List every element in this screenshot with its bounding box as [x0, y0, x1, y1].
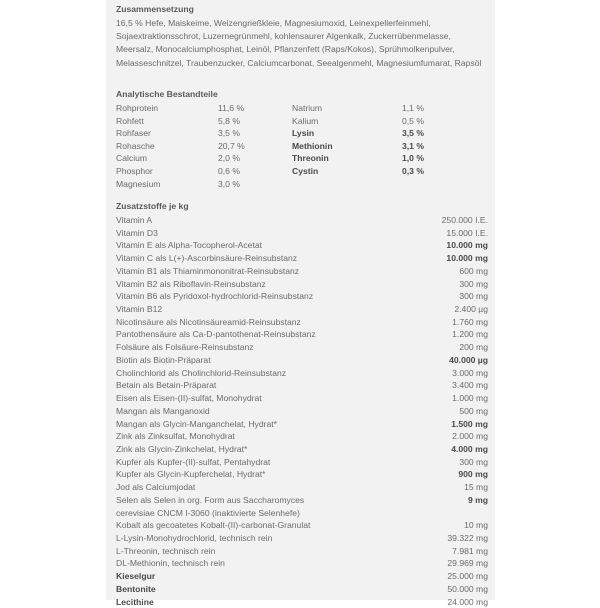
analytical-label: Methionin [292, 140, 333, 151]
additive-row: Kupfer als Glycin-Kupferchelat, Hydrat* 900 mg [116, 469, 488, 480]
additive-row: Jod als Calciumjodat 15 mg [116, 482, 488, 493]
analytical-value: 3,5 % [402, 128, 424, 139]
analytical-label: Rohfett [116, 115, 144, 126]
analytical-value: 0,3 % [402, 165, 424, 176]
analytical-label: Lysin [292, 128, 315, 139]
analytical-value: 11,6 % [218, 103, 245, 113]
additive-row: Mangan als Manganoxid 500 mg [116, 405, 488, 416]
additive-row: Kobalt als gecoatetes Kobalt-(II)-carbonat-Granulat 10 mg [116, 520, 488, 531]
additive-row: Kieselgur 25.000 mg [116, 571, 488, 582]
analytical-title: Analytische Bestandteile [116, 89, 218, 99]
analytical-label: Rohfaser [116, 128, 151, 139]
additive-row: DL-Methionin, technisch rein 29.969 mg [116, 558, 488, 569]
additive-row: Betain als Betain-Präparat 3.400 mg [116, 380, 488, 391]
analytical-value: 20,7 % [218, 140, 245, 151]
analytical-label: Magnesium [116, 178, 161, 189]
additive-row: Biotin als Biotin-Präparat 40.000 µg [116, 354, 488, 365]
additive-row: Nicotinsäure als Nicotinsäureamid-Reinsubstanz 1.760 mg [116, 316, 488, 327]
analytical-label: Phosphor [116, 165, 153, 176]
additive-row: Eisen als Eisen-(II)-sulfat, Monohydrat 1.000 mg [116, 393, 488, 404]
additive-row: Pantothensäure als Ca-D-pantothenat-Reinsubstanz 1.200 mg [116, 329, 488, 340]
additive-row: Cholinchlorid als Cholinchlorid-Reinsubstanz 3.000 mg [116, 367, 488, 378]
additives-table [116, 214, 488, 608]
additive-row: Vitamin B1 als Thiaminmononitrat-Reinsubstanz 600 mg [116, 265, 488, 276]
additives-title: Zusatzstoffe je kg [116, 201, 189, 211]
additive-row: Zink als Glycin-Zinkchelat, Hydrat* 4.000 mg [116, 443, 488, 454]
analytical-label: Rohprotein [116, 103, 159, 113]
analytical-value: 3,1 % [402, 140, 424, 151]
analytical-value: 2,0 % [218, 153, 240, 164]
additive-row: L-Threonin, technisch rein 7.981 mg [116, 545, 488, 556]
analytical-value: 5,8 % [218, 115, 240, 126]
analytical-label: Threonin [292, 153, 329, 164]
composition-text: 16,5 % Hefe, Maiskeime, Weizengrießkleie, Magnesiumoxid, Leinexpellerfeinmehl, Sojaextraktionsschrot, Luzernegrünmehl, kohlensaurer Algenkalk, Zuckerrübenmelasse, Meersalz, Monocalciumphosphat, Leinöl, Pflanzenfett (Raps/Kokos), Sprühmolkenpulver, Melasseschnitzel, Traubenzucker, Calciumcarbonat, Seealgenmehl, Magnesiumfumarat, Rapsöl [116, 18, 482, 68]
analytical-value: 1,1 % [402, 103, 424, 113]
additive-row: Zink als Zinksulfat, Monohydrat 2.000 mg [116, 431, 488, 442]
additive-row: Vitamin D3 15.000 I.E. [116, 227, 488, 238]
analytical-label: Calcium [116, 153, 148, 164]
analytical-value: 3,0 % [218, 178, 240, 189]
analytical-label: Rohasche [116, 140, 155, 151]
additive-row: Vitamin B2 als Riboflavin-Reinsubstanz 300 mg [116, 278, 488, 289]
analytical-table [116, 102, 472, 190]
analytical-value: 0,6 % [218, 165, 240, 176]
analytical-value: 0,5 % [402, 115, 424, 126]
additive-row: Folsäure als Folsäure-Reinsubstanz 200 mg [116, 342, 488, 353]
additive-row: Selen als Selen in org. Form aus Saccharomyces 9 mg [116, 494, 488, 505]
analytical-label: Kalium [292, 115, 319, 126]
analytical-label: Cystin [292, 165, 319, 176]
composition-title: Zusammensetzung [116, 4, 194, 14]
additive-row: Kupfer als Kupfer-(II)-sulfat, Pentahydrat 300 mg [116, 456, 488, 467]
analytical-label: Natrium [292, 103, 323, 113]
additive-row: Vitamin B6 als Pyridoxol-hydrochlorid-Reinsubstanz 300 mg [116, 291, 488, 302]
additive-row: Vitamin C als L(+)-Ascorbinsäure-Reinsubstanz 10.000 mg [116, 253, 488, 264]
additive-row: Lecithine 24.000 mg [116, 596, 488, 607]
analytical-value: 3,5 % [218, 128, 240, 139]
additive-row: Bentonite 50.000 mg [116, 583, 488, 594]
additive-row: Vitamin E als Alpha-Tocopherol-Acetat 10.000 mg [116, 240, 488, 251]
additive-row: L-Lysin-Monohydrochlorid, technisch rein 39.322 mg [116, 532, 488, 543]
additive-row: Vitamin B12 2.400 µg [116, 304, 488, 315]
additive-row: Vitamin A 250.000 I.E. [116, 215, 488, 225]
additive-row: Mangan als Glycin-Manganchelat, Hydrat* 1.500 mg [116, 418, 488, 429]
additive-row: cerevisiae CNCM I-3060 (inaktivierte Selenhefe) [116, 507, 300, 518]
analytical-value: 1,0 % [402, 153, 424, 164]
